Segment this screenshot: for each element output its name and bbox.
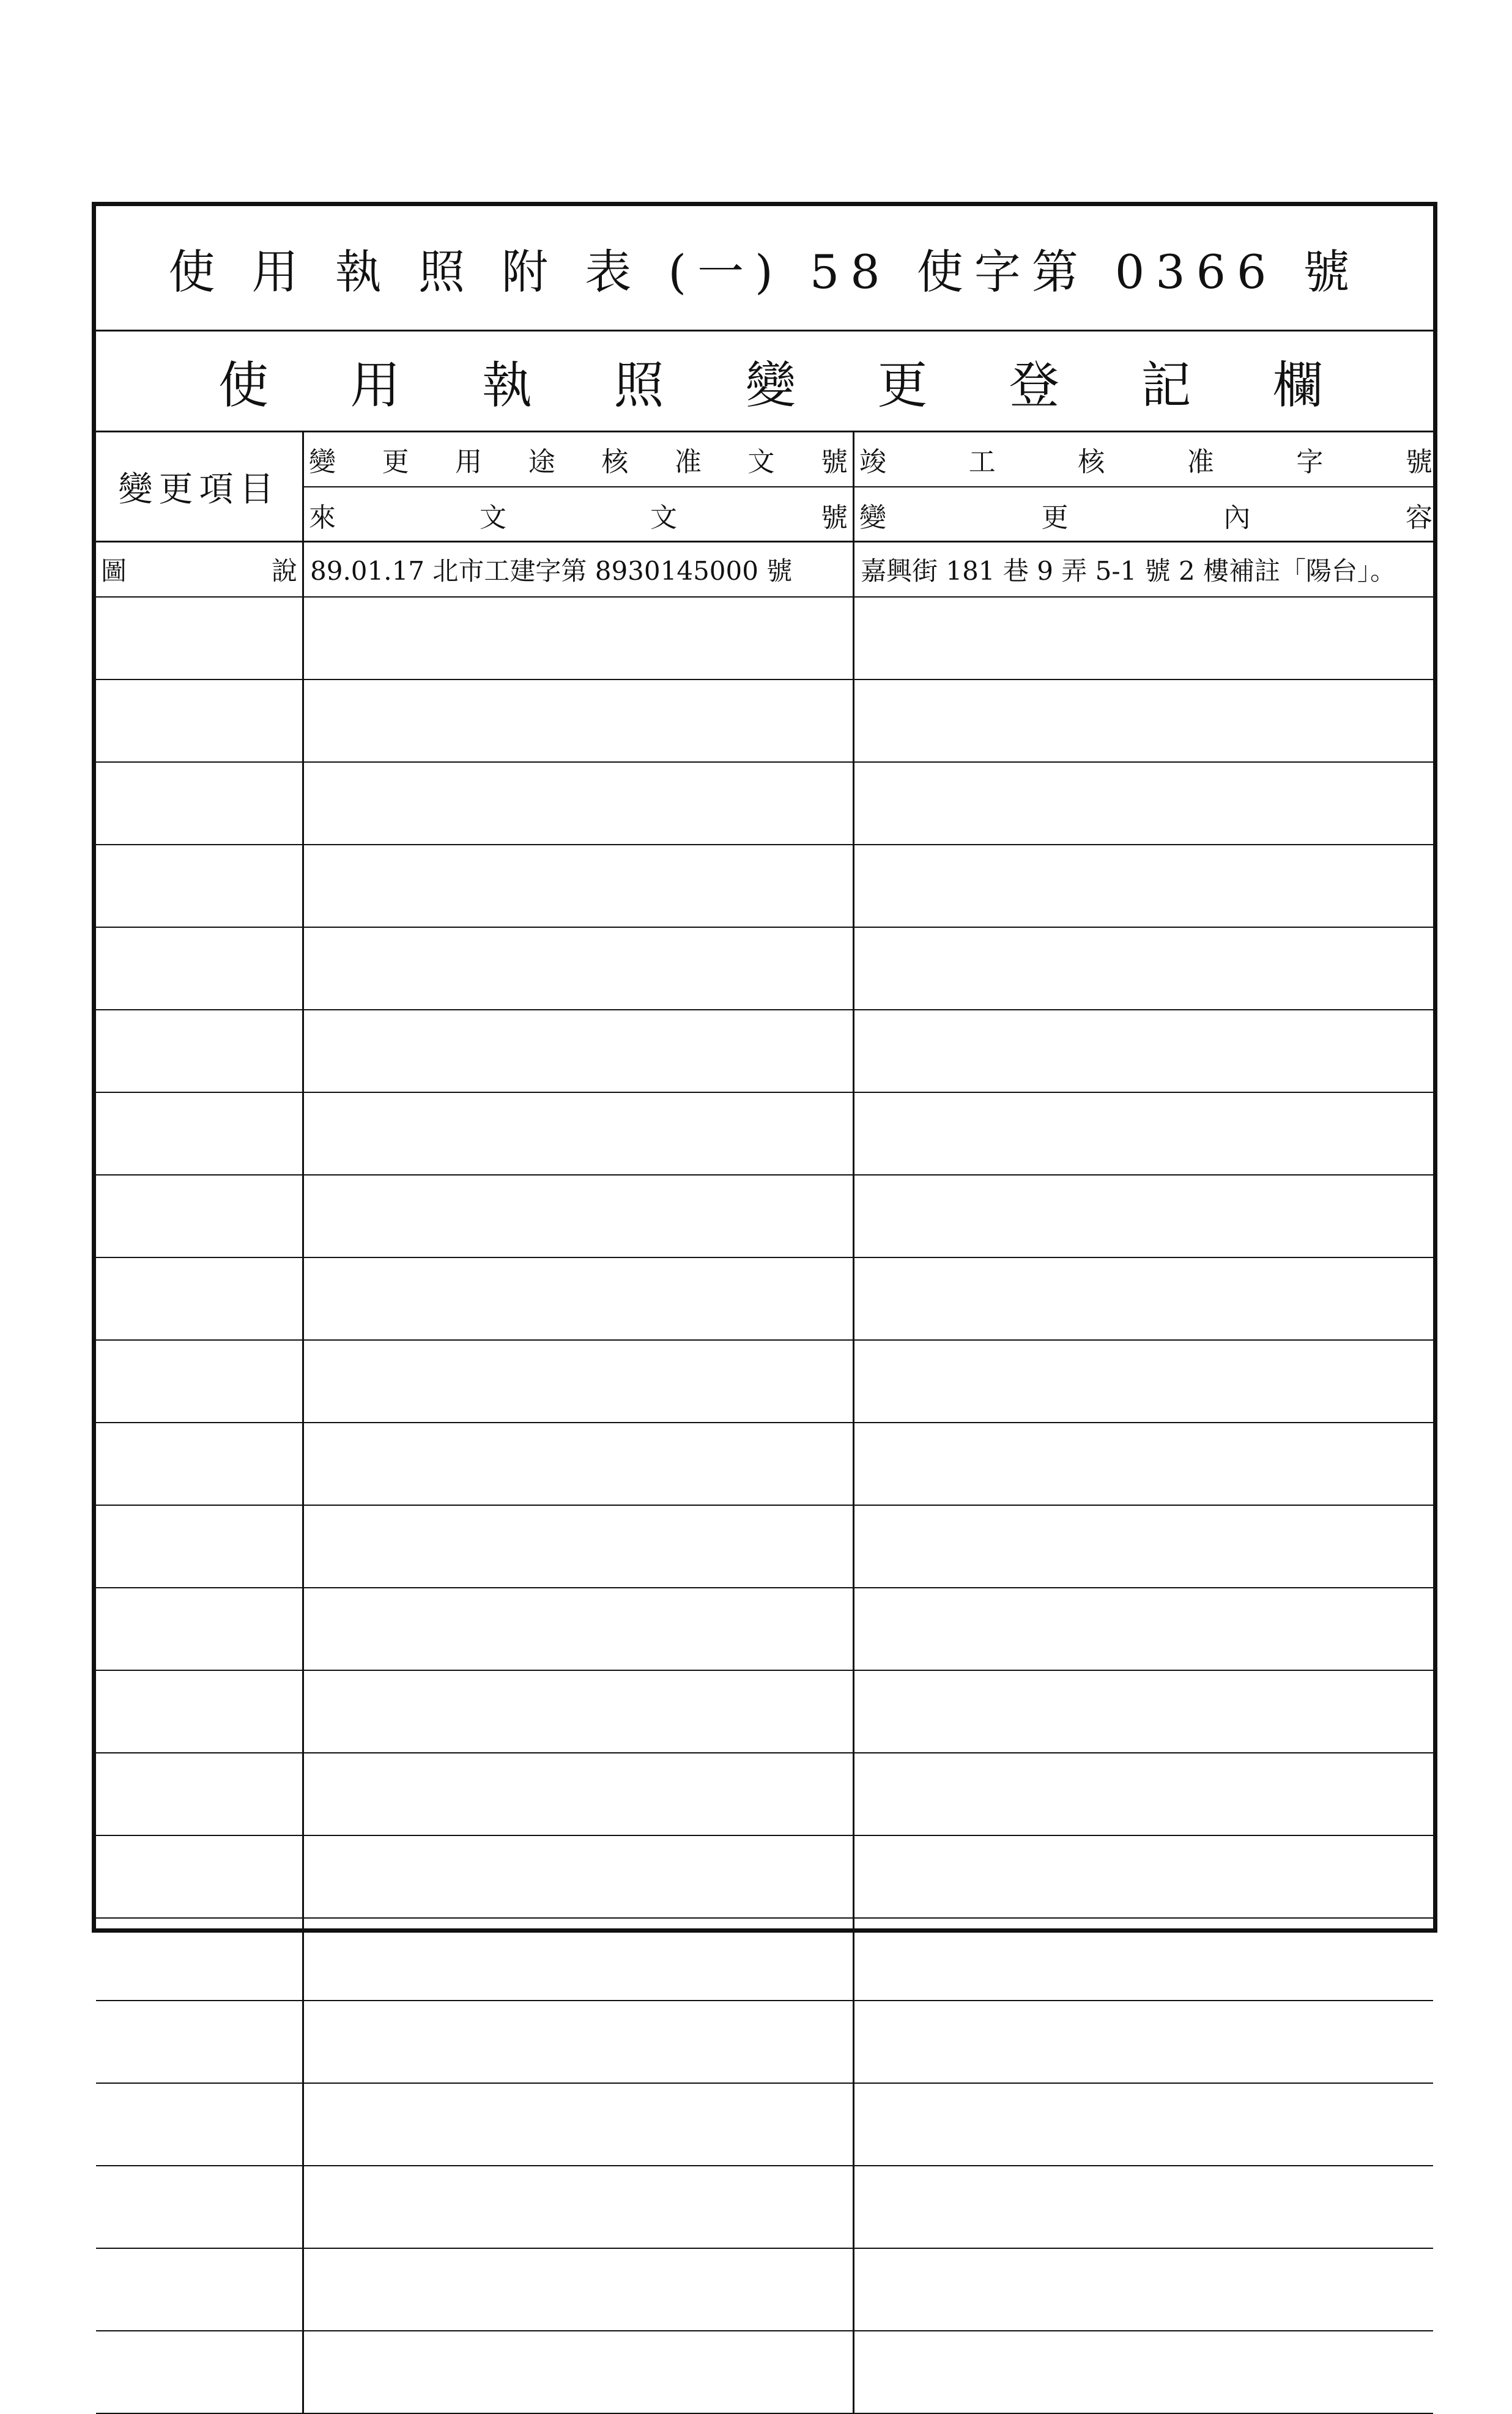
cell-document-no — [304, 598, 854, 679]
cell-document-no — [304, 1423, 854, 1505]
cell-document-no — [304, 1588, 854, 1670]
table-row — [96, 542, 1433, 598]
table-row — [96, 2001, 1433, 2084]
cell-document-no — [304, 1506, 854, 1587]
cell-change-content — [854, 1093, 1437, 1174]
cell-change-item — [96, 1010, 304, 1092]
header-char: 更 — [1041, 502, 1069, 533]
subtitle-char: 執 — [481, 356, 532, 415]
cell-change-item — [96, 1919, 304, 2000]
cell-document-no — [304, 763, 854, 844]
header-char: 更 — [382, 446, 409, 478]
cell-change-content — [854, 2001, 1437, 2083]
cell-change-item — [96, 1753, 304, 1835]
table-row — [96, 1176, 1433, 1258]
cell-document-no — [304, 2001, 854, 2083]
cell-change-item — [96, 680, 304, 761]
cell-change-content — [854, 1671, 1437, 1752]
header-char: 內 — [1223, 502, 1251, 533]
cell-change-item — [96, 2084, 304, 2165]
cell-document-no: 89.01.17 北市工建字第 8930145000 號 — [304, 542, 854, 596]
cell-change-item — [96, 1341, 304, 1422]
cell-change-content — [854, 1506, 1437, 1587]
cell-change-content — [854, 2166, 1437, 2248]
cell-document-no — [304, 1919, 854, 2000]
cell-change-item — [96, 1588, 304, 1670]
header-char: 用 — [455, 446, 483, 478]
table-row — [96, 1010, 1433, 1093]
form-title: 使 用 執 照 附 表 (一) 58 使字第 0366 號 — [168, 244, 1361, 299]
cell-change-content — [854, 2249, 1437, 2330]
cell-document-no — [304, 1093, 854, 1174]
table-row — [96, 928, 1433, 1010]
header-char: 核 — [601, 446, 629, 478]
header-char: 號 — [820, 446, 848, 478]
form-subtitle-row — [96, 331, 1433, 432]
header-char: 核 — [1078, 446, 1105, 478]
header-char: 號 — [821, 502, 848, 533]
form-title-row — [96, 206, 1433, 331]
table-row — [96, 1093, 1433, 1176]
table-row — [96, 1588, 1433, 1671]
cell-document-no — [304, 928, 854, 1009]
cell-document-no — [304, 1258, 854, 1339]
cell-document-no — [304, 1010, 854, 1092]
cell-change-content — [854, 1836, 1437, 1917]
table-row — [96, 680, 1433, 763]
cell-change-item — [96, 1671, 304, 1752]
table-row — [96, 1671, 1433, 1753]
cell-change-item — [96, 763, 304, 844]
change-item-right: 說 — [271, 556, 297, 586]
header-char: 容 — [1405, 502, 1432, 533]
table-row — [96, 598, 1433, 680]
cell-change-content — [854, 598, 1437, 679]
header-char: 竣 — [859, 446, 886, 478]
header-incoming-doc-no — [304, 487, 854, 542]
header-char: 號 — [1405, 446, 1432, 478]
header-char: 變 — [309, 446, 336, 478]
cell-change-item — [96, 1176, 304, 1257]
cell-change-item — [96, 2249, 304, 2330]
cell-document-no — [304, 2249, 854, 2330]
cell-document-no — [304, 680, 854, 761]
cell-change-content — [854, 763, 1437, 844]
header-char: 字 — [1296, 446, 1324, 478]
header-completion-approval-no — [854, 432, 1437, 487]
cell-change-content: 嘉興街 181 巷 9 弄 5-1 號 2 樓補註「陽台」。 — [861, 556, 1396, 586]
cell-document-no — [304, 1753, 854, 1835]
subtitle-char: 更 — [877, 356, 928, 415]
header-char: 工 — [968, 446, 996, 478]
cell-document-no — [304, 1176, 854, 1257]
subtitle-char: 變 — [745, 356, 796, 415]
table-row — [96, 2166, 1433, 2249]
table-row — [96, 763, 1433, 845]
cell-change-content — [854, 2331, 1437, 2413]
cell-change-content — [854, 1258, 1437, 1339]
cell-change-item — [96, 2331, 304, 2413]
cell-change-content — [854, 1423, 1437, 1505]
change-item-left: 圖 — [101, 556, 127, 586]
table-row — [96, 1919, 1433, 2001]
cell-document-no — [304, 1671, 854, 1752]
cell-document-no — [304, 1836, 854, 1917]
usage-permit-form — [92, 202, 1437, 1933]
table-row — [96, 1836, 1433, 1919]
cell-change-item — [96, 1093, 304, 1174]
cell-change-item — [96, 542, 304, 596]
header-change-item: 變更項目 — [96, 432, 304, 541]
header-change-content — [854, 487, 1437, 542]
cell-document-no — [304, 845, 854, 927]
cell-change-item — [96, 1506, 304, 1587]
header-char: 來 — [309, 502, 336, 533]
cell-change-item — [96, 1423, 304, 1505]
cell-change-item — [96, 1258, 304, 1339]
header-char: 變 — [859, 502, 886, 533]
cell-change-content — [854, 1176, 1437, 1257]
cell-change-content — [854, 680, 1437, 761]
cell-change-item — [96, 2166, 304, 2248]
subtitle-char: 登 — [1009, 356, 1059, 415]
cell-change-item — [96, 1836, 304, 1917]
cell-change-item — [96, 598, 304, 679]
table-row — [96, 1506, 1433, 1588]
cell-change-content — [854, 1010, 1437, 1092]
cell-change-content — [854, 2084, 1437, 2165]
cell-document-no — [304, 2084, 854, 2165]
cell-change-content — [854, 1919, 1437, 2000]
subtitle-char: 記 — [1141, 356, 1191, 415]
header-char: 准 — [674, 446, 702, 478]
header-char: 途 — [528, 446, 555, 478]
cell-change-content — [854, 1588, 1437, 1670]
cell-change-content — [854, 928, 1437, 1009]
header-char: 文 — [650, 502, 677, 533]
header-char: 准 — [1187, 446, 1214, 478]
header-char: 文 — [480, 502, 506, 533]
cell-change-item — [96, 928, 304, 1009]
table-row — [96, 2331, 1433, 2414]
table-row — [96, 1341, 1433, 1423]
cell-change-item — [96, 2001, 304, 2083]
header-change-use-approval-no — [304, 432, 854, 487]
subtitle-char: 用 — [350, 356, 401, 415]
table-row — [96, 1258, 1433, 1341]
table-row — [96, 1753, 1433, 1836]
table-row — [96, 2249, 1433, 2331]
table-row — [96, 845, 1433, 928]
cell-document-no — [304, 1341, 854, 1422]
table-row — [96, 1423, 1433, 1506]
header-char: 文 — [747, 446, 775, 478]
subtitle-char: 照 — [613, 356, 664, 415]
table-row — [96, 2084, 1433, 2166]
cell-change-item — [96, 845, 304, 927]
cell-change-content — [854, 1341, 1437, 1422]
subtitle-char: 欄 — [1272, 356, 1323, 415]
cell-document-no — [304, 2331, 854, 2413]
cell-document-no — [304, 2166, 854, 2248]
subtitle-char: 使 — [218, 356, 269, 415]
cell-change-content — [854, 1753, 1437, 1835]
cell-change-content — [854, 845, 1437, 927]
table-header — [96, 432, 1433, 542]
